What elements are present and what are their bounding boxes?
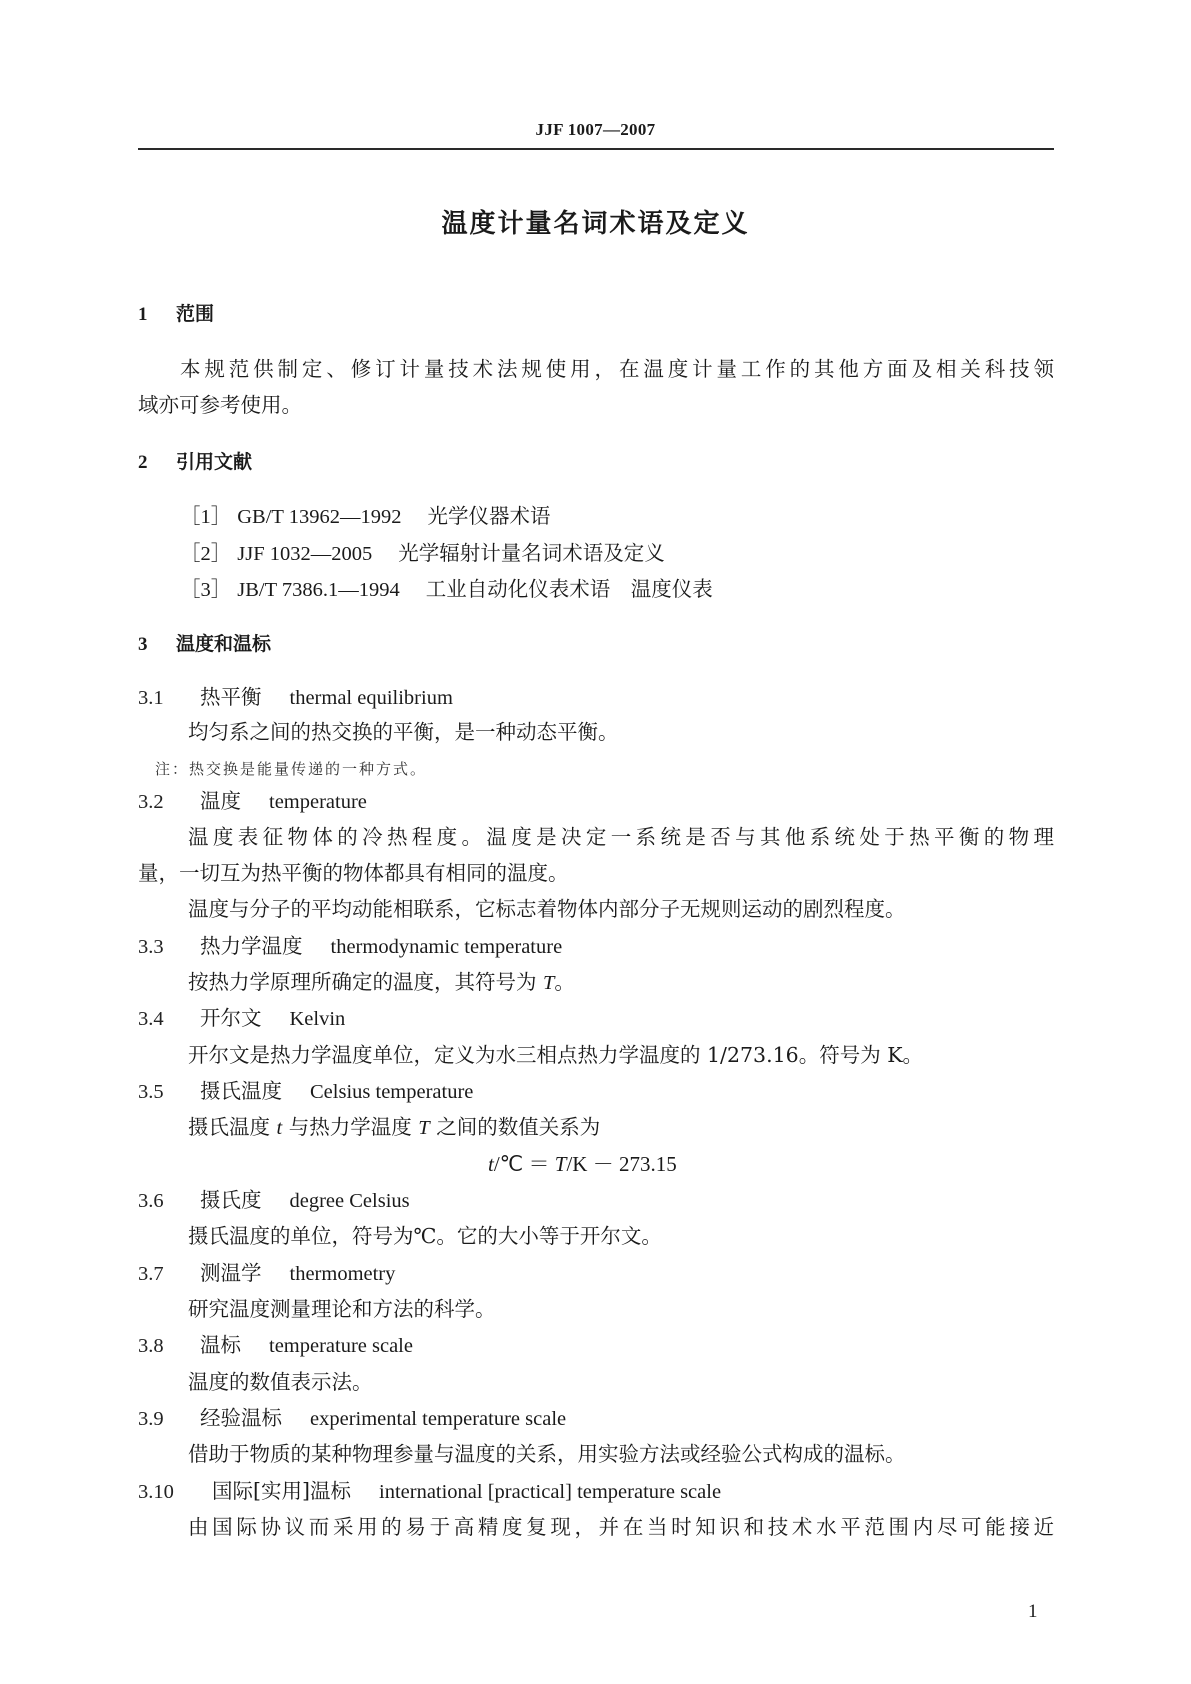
reference-item: ［1］ GB/T 13962—1992 光学仪器术语: [180, 504, 551, 528]
section-number: 3: [138, 634, 148, 655]
section-title: 引用文献: [176, 451, 253, 473]
page-number: 1: [1028, 1601, 1038, 1622]
term-3-9-definition: 借助于物质的某种物理参量与温度的关系，用实验方法或经验公式构成的温标。: [188, 1442, 906, 1466]
term-3-4-definition: 开尔文是热力学温度单位，定义为水三相点热力学温度的 1/273.16。符号为 K。: [188, 1043, 924, 1067]
term-3-5-definition: 摄氏温度 t 与热力学温度 T 之间的数值关系为: [188, 1115, 601, 1139]
section-number: 2: [138, 452, 148, 473]
standard-code-header: JJF 1007—2007: [535, 120, 656, 139]
term-3-10-definition: 由国际协议而采用的易于高精度复现，并在当时知识和技术水平范围内尽可能接近: [188, 1515, 1054, 1539]
term-3-3-heading: 3.3 热力学温度 thermodynamic temperature: [138, 934, 563, 958]
term-3-7-definition: 研究温度测量理论和方法的科学。: [188, 1297, 496, 1321]
term-3-6-definition: 摄氏温度的单位，符号为℃。它的大小等于开尔文。: [188, 1224, 662, 1248]
celsius-kelvin-formula: t/℃ ＝ T/K － 273.15: [488, 1152, 677, 1176]
term-3-6-heading: 3.6 摄氏度 degree Celsius: [138, 1188, 410, 1212]
term-3-3-definition: 按热力学原理所确定的温度，其符号为 T。: [188, 970, 575, 994]
section-3-heading: [138, 630, 271, 659]
reference-item: ［3］ JB/T 7386.1—1994 工业自动化仪表术语 温度仪表: [180, 577, 713, 601]
term-3-2-definition-line2: 量，一切互为热平衡的物体都具有相同的温度。: [138, 861, 569, 885]
section-1-paragraph-line2: 域亦可参考使用。: [138, 393, 302, 417]
term-3-1-definition: 均匀系之间的热交换的平衡，是一种动态平衡。: [188, 720, 619, 744]
term-3-2-definition-line1: 温度表征物体的冷热程度。温度是决定一系统是否与其他系统处于热平衡的物理: [188, 825, 1054, 849]
section-title: 范围: [176, 303, 215, 325]
section-number: 1: [138, 304, 148, 325]
term-3-7-heading: 3.7 测温学 thermometry: [138, 1261, 396, 1285]
reference-item: ［2］ JJF 1032—2005 光学辐射计量名词术语及定义: [180, 541, 665, 565]
term-3-8-definition: 温度的数值表示法。: [188, 1370, 373, 1394]
section-title: 温度和温标: [176, 633, 272, 655]
term-3-5-heading: 3.5 摄氏温度 Celsius temperature: [138, 1079, 474, 1103]
term-3-8-heading: 3.8 温标 temperature scale: [138, 1333, 413, 1357]
term-3-4-heading: 3.4 开尔文 Kelvin: [138, 1006, 346, 1030]
document-title: 温度计量名词术语及定义: [441, 209, 750, 239]
term-3-2-definition-para2: 温度与分子的平均动能相联系，它标志着物体内部分子无规则运动的剧烈程度。: [188, 897, 906, 921]
term-3-2-heading: 3.2 温度 temperature: [138, 789, 367, 813]
section-2-heading: [138, 448, 252, 477]
term-3-1-heading: 3.1 热平衡 thermal equilibrium: [138, 685, 453, 709]
term-3-9-heading: 3.9 经验温标 experimental temperature scale: [138, 1406, 567, 1430]
header-divider: [138, 148, 1054, 150]
term-3-1-note: 注：热交换是能量传递的一种方式。: [155, 760, 428, 778]
section-1-heading: [138, 300, 214, 329]
term-3-10-heading: 3.10 国际[实用]温标 international [practical] temperature scale: [138, 1479, 722, 1503]
section-1-paragraph-line1: 本规范供制定、修订计量技术法规使用，在温度计量工作的其他方面及相关科技领: [180, 357, 1054, 381]
